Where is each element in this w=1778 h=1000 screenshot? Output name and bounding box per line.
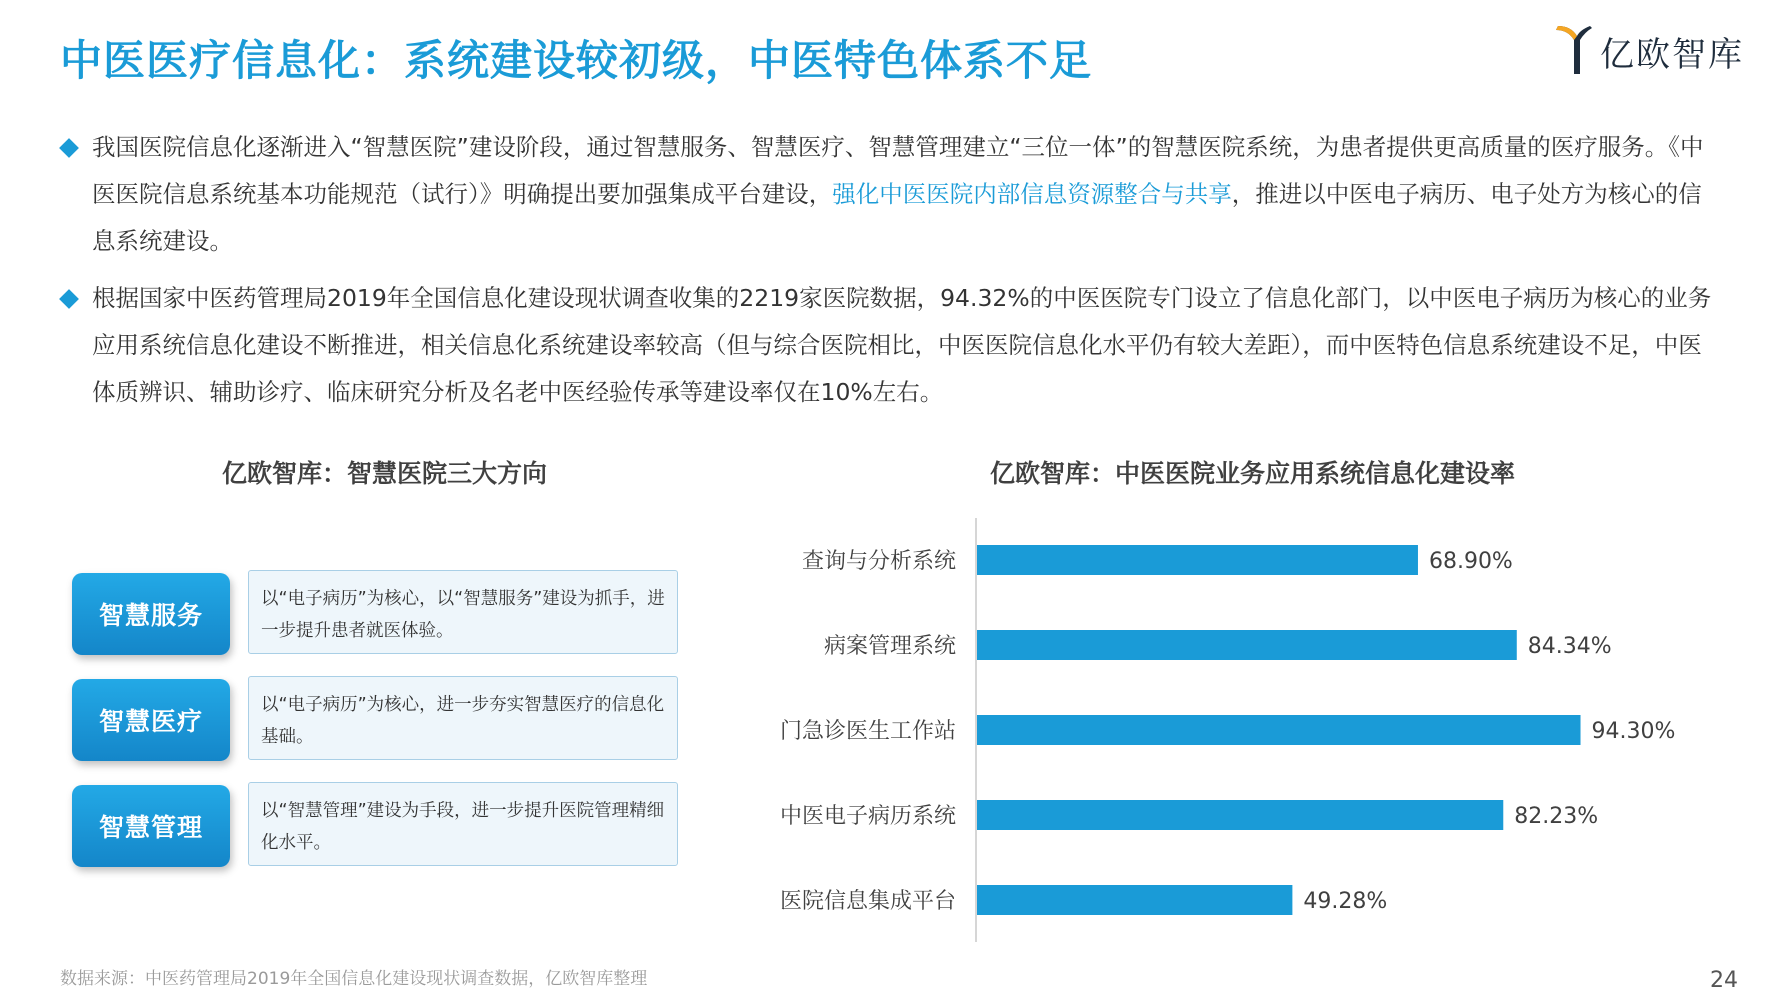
bullet-highlight: 强化中医医院内部信息资源整合与共享 bbox=[832, 180, 1232, 208]
bullet-text-tail: ，推进以中医电子病历、电子处方为核心的信息系统建设。 bbox=[92, 180, 1702, 255]
bar bbox=[977, 545, 1418, 575]
direction-row bbox=[72, 782, 682, 870]
page-title: 中医医疗信息化：系统建设较初级，中医特色体系不足 bbox=[60, 36, 1093, 85]
data-label: 49.28% bbox=[1303, 889, 1388, 914]
page-number: 24 bbox=[1710, 968, 1738, 993]
direction-label: 智慧服务 bbox=[72, 573, 230, 655]
direction-row bbox=[72, 676, 682, 764]
diamond-bullet-icon bbox=[59, 289, 79, 309]
bar bbox=[977, 630, 1517, 660]
data-label: 82.23% bbox=[1514, 804, 1599, 829]
brand-logo-mark-icon bbox=[1554, 26, 1594, 76]
chart-title: 亿欧智库：中医医院业务应用系统信息化建设率 bbox=[990, 459, 1516, 488]
direction-label: 智慧管理 bbox=[72, 785, 230, 867]
left-section-title: 亿欧智库：智慧医院三大方向 bbox=[222, 459, 548, 488]
bullet-text: 我国医院信息化逐渐进入“智慧医院”建设阶段，通过智慧服务、智慧医疗、智慧管理建立“三位一体”的智慧医院系统，为患者提供更高质量的医疗服务。《中医医院信息系统基本功能规范（试行）》明确提出要加强集成平台建设， bbox=[92, 133, 1704, 208]
direction-description: 以“电子病历”为核心，进一步夯实智慧医疗的信息化基础。 bbox=[248, 676, 678, 760]
category-label: 中医电子病历系统 bbox=[779, 804, 956, 829]
bullet-item bbox=[60, 124, 1720, 265]
bullet-text: 根据国家中医药管理局2019年全国信息化建设现状调查收集的2219家医院数据，94.32%的中医医院专门设立了信息化部门，以中医电子病历为核心的业务应用系统信息化建设不断推进，相关信息化系统建设率较高（但与综合医院相比，中医医院信息化水平仍有较大差距），而中医特色信息系统建设不足，中医体质辨识、辅助诊疗、临床研究分析及名老中医经验传承等建设率仅在10%左右。 bbox=[92, 284, 1712, 406]
category-label: 查询与分析系统 bbox=[801, 549, 956, 574]
brand-logo-text: 亿欧智库 bbox=[1600, 34, 1744, 75]
category-label: 病案管理系统 bbox=[823, 634, 956, 659]
source-note: 数据来源：中医药管理局2019年全国信息化建设现状调查数据，亿欧智库整理 bbox=[60, 969, 648, 989]
data-label: 94.30% bbox=[1591, 719, 1676, 744]
direction-label: 智慧医疗 bbox=[72, 679, 230, 761]
bar-chart bbox=[760, 506, 1730, 946]
direction-description: 以“智慧管理”建设为手段，进一步提升医院管理精细化水平。 bbox=[248, 782, 678, 866]
brand-logo bbox=[1554, 26, 1744, 76]
bullet-list bbox=[60, 124, 1720, 426]
bar bbox=[977, 885, 1292, 915]
data-label: 68.90% bbox=[1428, 549, 1513, 574]
data-label: 84.34% bbox=[1527, 634, 1612, 659]
direction-description: 以“电子病历”为核心，以“智慧服务”建设为抓手，进一步提升患者就医体验。 bbox=[248, 570, 678, 654]
bullet-item bbox=[60, 275, 1720, 416]
bar bbox=[977, 715, 1581, 745]
category-label: 医院信息集成平台 bbox=[779, 889, 956, 914]
direction-row bbox=[72, 570, 682, 658]
diamond-bullet-icon bbox=[59, 138, 79, 158]
bar bbox=[977, 800, 1503, 830]
category-label: 门急诊医生工作站 bbox=[779, 719, 956, 744]
